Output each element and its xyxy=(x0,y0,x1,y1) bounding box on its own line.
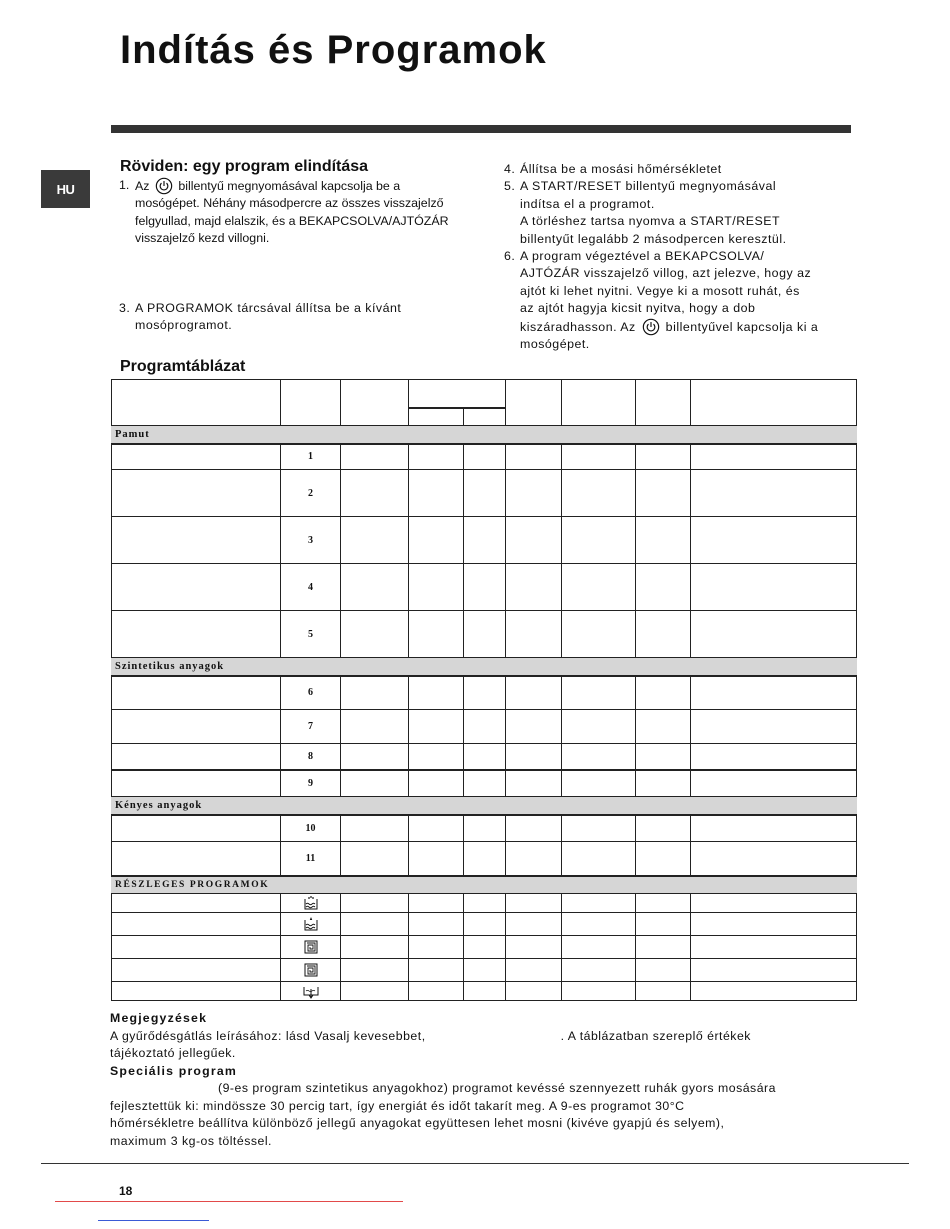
table-header-cell xyxy=(341,380,409,426)
category-row-synthetic xyxy=(112,658,857,676)
page-number: 18 xyxy=(119,1184,133,1198)
step-number: 5. xyxy=(504,179,516,194)
table-row xyxy=(112,913,857,936)
step-text: mosógépet. Néhány másodpercre az összes visszajelző xyxy=(135,196,444,211)
footer-rule xyxy=(41,1163,909,1164)
step-number: 1. xyxy=(119,178,130,192)
category-label: RÉSZLEGES PROGRAMOK xyxy=(112,876,857,894)
step-text: ajtót ki lehet nyitni. Vegye ki a mosott ruhát, és xyxy=(520,283,800,298)
spin-icon xyxy=(303,939,319,955)
special-program-text: fejlesztettük ki: mindössze 30 percig tart, így energiát és időt takarít meg. A 9-es programot 30°C xyxy=(110,1098,685,1113)
spin-icon xyxy=(303,962,319,978)
table-header-cell xyxy=(562,380,636,426)
program-number: 11 xyxy=(281,842,341,876)
special-program-heading: Speciális program xyxy=(110,1063,238,1078)
category-label: Szintetikus anyagok xyxy=(112,658,857,676)
step-text: Állítsa be a mosási hőmérsékletet xyxy=(520,162,722,176)
table-row xyxy=(112,959,857,982)
step-text: Az xyxy=(135,179,150,193)
table-row xyxy=(112,564,857,611)
rinse-icon xyxy=(303,916,319,932)
step-text: indítsa el a programot. xyxy=(520,196,655,211)
step-text: A program végeztével a BEKAPCSOLVA/ xyxy=(520,249,765,264)
table-row xyxy=(112,676,857,710)
category-row-partial xyxy=(112,876,857,894)
program-number: 4 xyxy=(281,564,341,611)
step-number: 4. xyxy=(504,162,516,176)
step-text: kiszáradhasson. Az xyxy=(520,319,636,334)
step-text: mosóprogramot. xyxy=(135,318,233,333)
page-title: Indítás és Programok xyxy=(120,28,547,72)
program-number: 10 xyxy=(281,815,341,842)
table-row xyxy=(112,611,857,658)
table-row xyxy=(112,815,857,842)
program-table xyxy=(111,379,857,1001)
category-row-delicate xyxy=(112,797,857,815)
table-row xyxy=(112,470,857,517)
table-header-cell xyxy=(636,380,691,426)
step-text: A START/RESET billentyű megnyomásával xyxy=(520,179,777,194)
program-number: 7 xyxy=(281,710,341,744)
table-header-cell xyxy=(409,380,506,408)
program-number: 9 xyxy=(281,770,341,797)
notes-text: tájékoztató jellegűek. xyxy=(110,1046,236,1060)
table-header-cell xyxy=(691,380,857,426)
table-row xyxy=(112,936,857,959)
category-label: Kényes anyagok xyxy=(112,797,857,815)
quick-start-step-1 xyxy=(119,177,489,248)
quick-start-step-3 xyxy=(119,300,489,335)
table-row xyxy=(112,894,857,913)
table-header-cell xyxy=(281,380,341,426)
table-row xyxy=(112,982,857,1001)
language-tab: HU xyxy=(41,170,90,208)
footer-link-underline xyxy=(98,1220,209,1221)
step-text: billentyűt legalább 2 másodpercen keresztül. xyxy=(520,231,787,246)
notes-text: . A táblázatban szereplő értékek xyxy=(560,1028,751,1043)
step-text: billentyűvel kapcsolja ki a xyxy=(665,319,819,334)
program-number: 2 xyxy=(281,470,341,517)
step-text: A törléshez tartsa nyomva a START/RESET xyxy=(520,214,781,229)
step-text: A PROGRAMOK tárcsával állítsa be a kívánt xyxy=(135,301,402,315)
category-row-cotton xyxy=(112,426,857,444)
table-header-cell xyxy=(464,408,506,426)
power-icon xyxy=(155,177,173,195)
notes-section xyxy=(110,1010,850,1150)
quick-start-heading: Röviden: egy program elindítása xyxy=(120,158,369,175)
rinse-icon xyxy=(303,895,319,911)
special-program-text: maximum 3 kg-os töltéssel. xyxy=(110,1133,272,1148)
step-text: AJTÓZÁR visszajelző villog, azt jelezve, hogy az xyxy=(520,266,812,281)
table-row xyxy=(112,744,857,770)
program-number: 1 xyxy=(281,444,341,470)
table-row xyxy=(112,770,857,797)
program-table-heading: Programtáblázat xyxy=(120,358,246,375)
table-row xyxy=(112,517,857,564)
step-number: 6. xyxy=(504,249,516,264)
table-row xyxy=(112,444,857,470)
step-text: az ajtót hagyja kicsit nyitva, hogy a dob xyxy=(520,301,756,316)
title-rule xyxy=(111,125,851,133)
special-program-text: hőmérsékletre beállítva különböző jellegű anyagokat együttesen lehet mosni (kivéve gyapjú és selyem), xyxy=(110,1116,725,1130)
notes-text: A gyűrődésgátlás leírásához: lásd Vasalj kevesebbet, xyxy=(110,1028,426,1043)
table-row xyxy=(112,710,857,744)
quick-start-steps-right xyxy=(504,161,854,353)
category-label: Pamut xyxy=(112,426,857,444)
table-header-row xyxy=(112,380,857,408)
step-text: mosógépet. xyxy=(520,337,590,352)
table-header-cell xyxy=(409,408,464,426)
program-number: 8 xyxy=(281,744,341,770)
special-program-text: (9-es program szintetikus anyagokhoz) programot kevéssé szennyezett ruhák gyors mosására xyxy=(218,1081,776,1095)
table-header-cell xyxy=(112,380,281,426)
step-text: billentyű megnyomásával kapcsolja be a xyxy=(178,179,401,193)
step-text: felgyullad, majd elalszik, és a BEKAPCSOLVA/AJTÓZÁR xyxy=(135,213,449,228)
table-row xyxy=(112,842,857,876)
program-number: 3 xyxy=(281,517,341,564)
footer-link-underline xyxy=(55,1201,403,1202)
power-icon xyxy=(642,318,660,336)
program-number: 6 xyxy=(281,676,341,710)
table-header-cell xyxy=(506,380,562,426)
drain-icon xyxy=(303,983,319,999)
step-text: visszajelző kezd villogni. xyxy=(135,231,270,246)
step-number: 3. xyxy=(119,301,131,315)
program-number: 5 xyxy=(281,611,341,658)
notes-heading: Megjegyzések xyxy=(110,1011,208,1025)
